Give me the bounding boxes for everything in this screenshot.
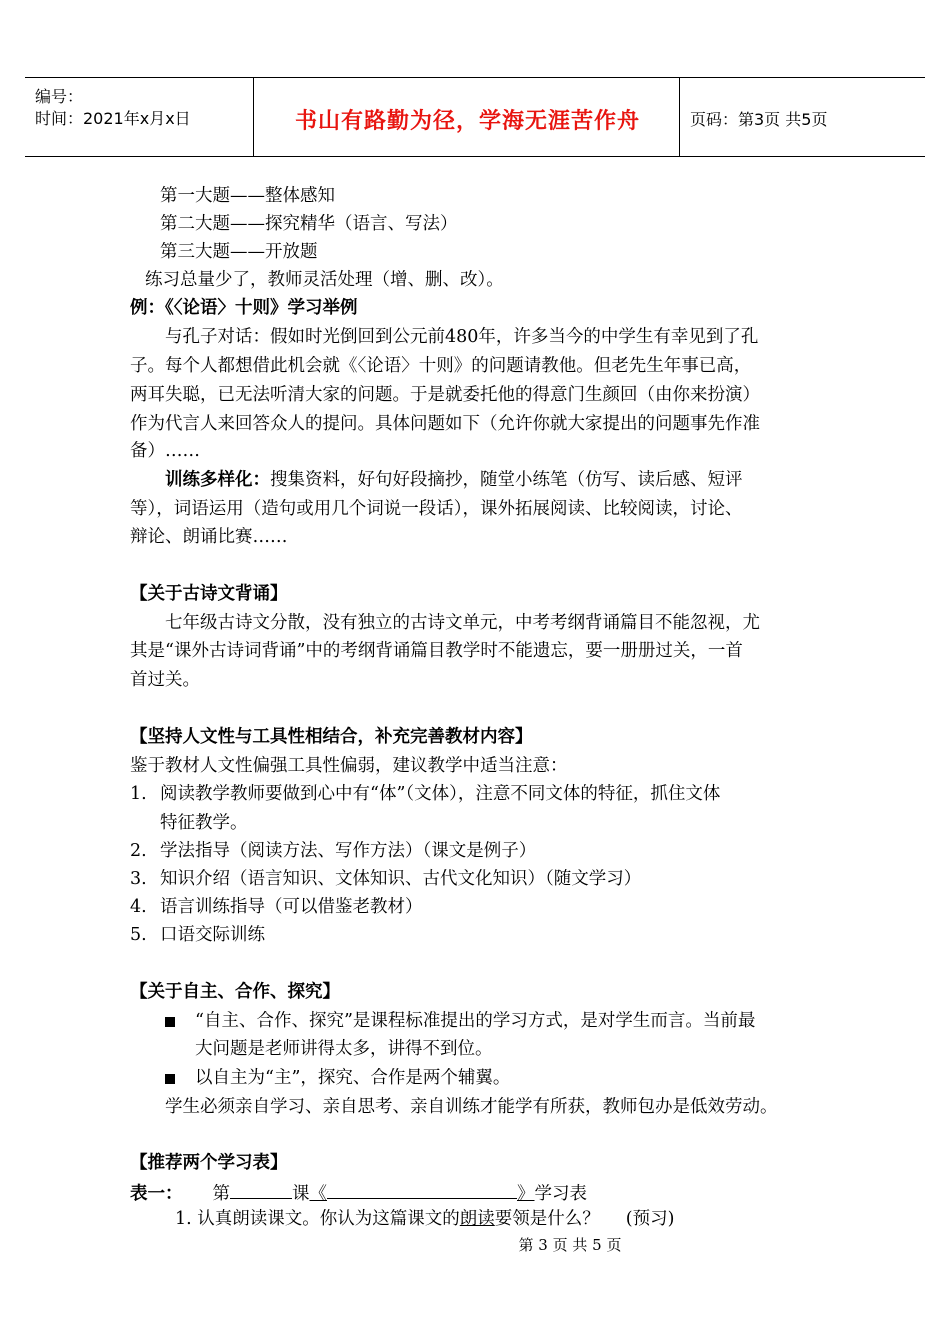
- list-item: 阅读教学教师要做到心中有“体”（文体），注意不同文体的特征，抓住文体: [160, 784, 721, 804]
- poem-line: 七年级古诗文分散，没有独立的古诗文单元，中考考纲背诵篇目不能忽视，尤: [165, 613, 760, 633]
- table-one-text: 学习表: [534, 1184, 587, 1204]
- humanity-intro: 鉴于教材人文性偏强工具性偏弱，建议教学中适当注意：: [130, 756, 568, 776]
- humanity-heading: 【坚持人文性与工具性相结合，补充完善教材内容】: [130, 727, 533, 747]
- dialog-line: 与孔子对话：假如时光倒回到公元前480年，许多当今的中学生有幸见到了孔: [165, 327, 759, 347]
- table-one-text: 《: [309, 1184, 327, 1204]
- question-tag: (预习): [625, 1209, 675, 1229]
- autonomy-conclusion: 学生必须亲自学习、亲自思考、亲自训练才能学有所获，教师包办是低效劳动。: [165, 1097, 778, 1117]
- training-line: 辩论、朗诵比赛……: [130, 527, 288, 547]
- question-text: 1. 认真朗读课文。你认为这篇课文的: [175, 1209, 460, 1229]
- table-one-title: [130, 1181, 587, 1204]
- reading-question: [175, 1209, 674, 1229]
- bullet-text: 大问题是老师讲得太多，讲得不到位。: [195, 1039, 493, 1059]
- square-bullet-icon: [165, 1017, 175, 1027]
- list-item: 特征教学。: [160, 813, 248, 833]
- lesson-title-blank: [327, 1181, 517, 1199]
- list-item: 口语交际训练: [160, 925, 265, 945]
- autonomy-heading: 【关于自主、合作、探究】: [130, 982, 340, 1002]
- poem-line: 首过关。: [130, 670, 200, 690]
- document-number-label: 编号：: [35, 87, 84, 106]
- table-one-text: 》: [517, 1184, 535, 1204]
- list-item-number: 4.: [130, 897, 147, 917]
- lesson-number-blank: [230, 1181, 292, 1199]
- table-one-text: 第: [212, 1184, 230, 1204]
- training-line: 等），词语运用（造句或用几个词说一段话），课外拓展阅读、比较阅读，讨论、: [130, 499, 743, 519]
- exercise-note: 练习总量少了，教师灵活处理（增、删、改）。: [145, 270, 504, 290]
- example-title: 例：《〈论语〉十则》学习举例: [130, 298, 358, 318]
- training-line: 搜集资料，好句好段摘抄，随堂小练笔（仿写、读后感、短评: [270, 470, 743, 490]
- table-one-label: 表一：: [130, 1184, 183, 1204]
- list-item-number: 1.: [130, 784, 147, 804]
- header-page-label: 页码：第3页 共5页: [690, 110, 828, 129]
- list-item-number: 2.: [130, 841, 147, 861]
- poem-heading: 【关于古诗文背诵】: [130, 584, 288, 604]
- training-paragraph: [165, 470, 743, 490]
- bullet-text: 以自主为“主”，探究、合作是两个辅翼。: [195, 1068, 511, 1088]
- dialog-line: 作为代言人来回答众人的提问。具体问题如下（允许你就大家提出的问题事先作准: [130, 414, 760, 434]
- dialog-line: 子。每个人都想借此机会就《〈论语〉十则》的问题请教他。但老先生年事已高，: [130, 356, 752, 376]
- list-item: 语言训练指导（可以借鉴老教材）: [160, 897, 423, 917]
- poem-line: 其是“课外古诗词背诵”中的考纲背诵篇目教学时不能遗忘，要一册册过关，一首: [130, 641, 743, 661]
- document-time-label: 时间：2021年x月x日: [35, 109, 191, 128]
- question-three: 第三大题——开放题: [160, 242, 318, 262]
- training-label: 训练多样化：: [165, 470, 270, 490]
- list-item-number: 3.: [130, 869, 147, 889]
- dialog-line: 两耳失聪，已无法听清大家的问题。于是就委托他的得意门生颜回（由你来扮演）: [130, 385, 760, 405]
- list-item-number: 5.: [130, 925, 147, 945]
- dialog-line: 备）……: [130, 441, 200, 461]
- question-two: 第二大题——探究精华（语言、写法）: [160, 214, 458, 234]
- bullet-item: [165, 1011, 755, 1031]
- list-item: 学法指导（阅读方法、写作方法）（课文是例子）: [160, 841, 537, 861]
- page-footer: 第 3 页 共 5 页: [518, 1236, 622, 1254]
- question-text: 要领是什么？: [494, 1209, 600, 1229]
- square-bullet-icon: [165, 1074, 175, 1084]
- tables-heading: 【推荐两个学习表】: [130, 1153, 288, 1173]
- table-one-text: 课: [292, 1184, 310, 1204]
- bullet-item: [165, 1068, 510, 1088]
- list-item: 知识介绍（语言知识、文体知识、古代文化知识）（随文学习）: [160, 869, 642, 889]
- question-one: 第一大题——整体感知: [160, 186, 335, 206]
- bullet-text: “自主、合作、探究”是课程标准提出的学习方式，是对学生而言。当前最: [195, 1011, 756, 1031]
- header-motto: 书山有路勤为径，学海无涯苦作舟: [294, 109, 640, 134]
- question-underlined-text: 朗读: [459, 1209, 495, 1229]
